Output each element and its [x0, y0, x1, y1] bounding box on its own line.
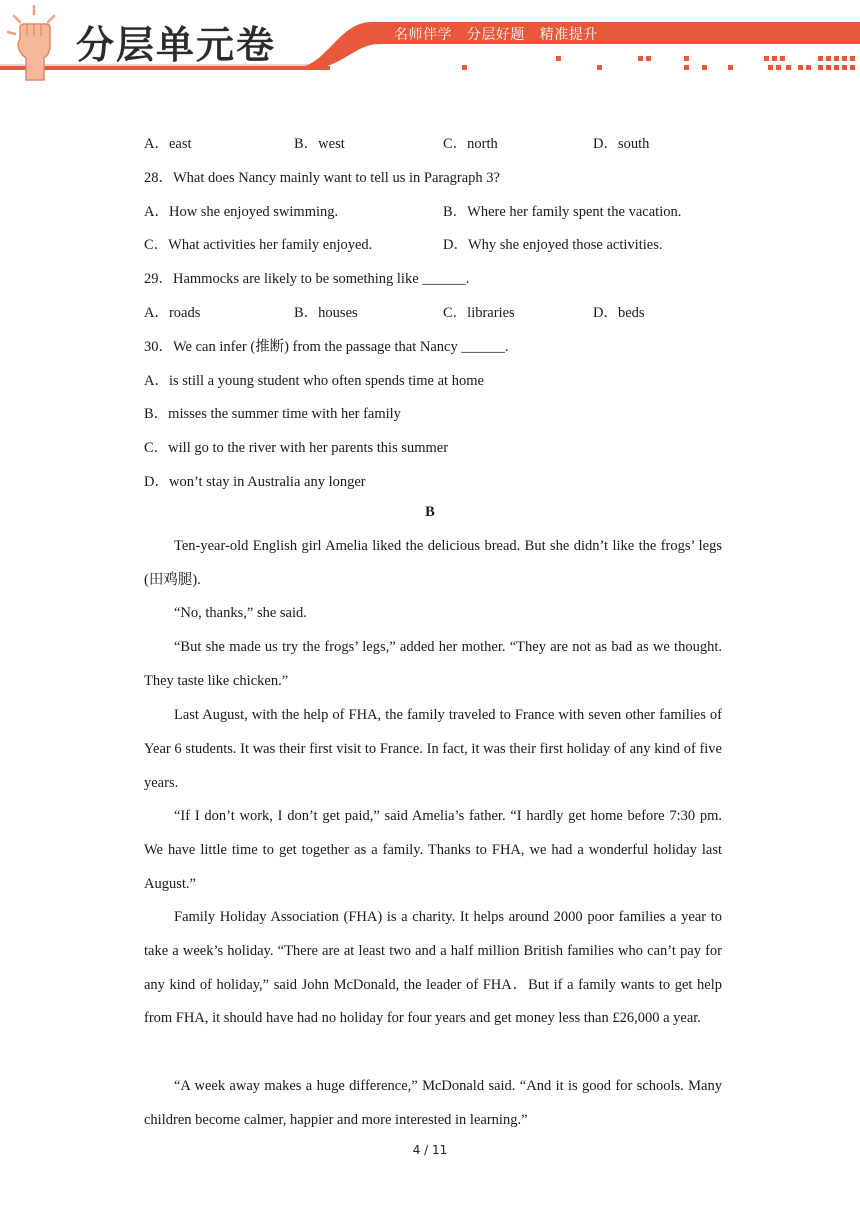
- q29-option-d: D．beds: [593, 305, 645, 321]
- q29-option-c: C．libraries: [443, 305, 515, 321]
- section-title: B: [425, 504, 435, 520]
- q28-option-c: C．What activities her family enjoyed.: [144, 237, 373, 253]
- q30-option-c: C．will go to the river with her parents this summer: [144, 440, 449, 456]
- page-header: [0, 0, 860, 82]
- passage-paragraph: “If I don’t work, I don’t get paid,” said Amelia’s father. “I hardly get home before 7:30 pm. We have little time to get together as a family. Thanks to FHA, we had a wonderful holiday last August.”: [144, 808, 722, 892]
- passage-paragraph: Ten-year-old English girl Amelia liked the delicious bread. But she didn’t like the frogs’ legs (田鸡腿).: [144, 538, 722, 588]
- q30-option-d: D．won’t stay in Australia any longer: [144, 474, 366, 490]
- raised-fist-icon: [4, 2, 66, 82]
- passage-paragraph: Last August, with the help of FHA, the family traveled to France with seven other families of Year 6 students. It was their first visit to France. In fact, it was their first holiday of any kind of five years.: [144, 707, 722, 791]
- passage-paragraph: Family Holiday Association (FHA) is a charity. It helps around 2000 poor families a year to take a week’s holiday. “There are at least two and a half million British families who can’t pay for any kind of holiday,” said John McDonald, the leader of FHA．But if a family wants to get help from FHA, it should have had no holiday for four years and get money less than £26,000 a year.: [144, 909, 722, 1027]
- q29-stem: 29．Hammocks are likely to be something like ______.: [144, 271, 470, 287]
- q28-option-a: A．How she enjoyed swimming.: [144, 204, 339, 220]
- header-slogan: 名师伴学 分层好题 精准提升: [394, 27, 598, 43]
- q28-stem: 28．What does Nancy mainly want to tell us in Paragraph 3?: [144, 170, 500, 186]
- q29-option-b: B．houses: [294, 305, 358, 321]
- q29-option-a: A．roads: [144, 305, 201, 321]
- q30-option-b: B．misses the summer time with her family: [144, 406, 401, 422]
- q27-option-d: D．south: [593, 136, 650, 152]
- q27-option-c: C．north: [443, 136, 498, 152]
- q27-option-a: A．east: [144, 136, 192, 152]
- brand-title: 分层单元卷: [76, 23, 277, 67]
- passage-paragraph: “A week away makes a huge difference,” McDonald said. “And it is good for schools. Many children become calmer, happier and more interested in learning.”: [144, 1078, 722, 1128]
- page-number: 4 / 11: [412, 1143, 448, 1157]
- q28-option-d: D．Why she enjoyed those activities.: [443, 237, 663, 253]
- q30-option-a: A．is still a young student who often spends time at home: [144, 373, 484, 389]
- passage-paragraph: “No, thanks,” she said.: [174, 605, 307, 621]
- q28-option-b: B．Where her family spent the vacation.: [443, 204, 682, 220]
- q27-option-b: B．west: [294, 136, 345, 152]
- passage-paragraph: “But she made us try the frogs’ legs,” added her mother. “They are not as bad as we thought. They taste like chicken.”: [144, 639, 722, 689]
- q30-stem: 30．We can infer (推断) from the passage that Nancy ______.: [144, 339, 509, 355]
